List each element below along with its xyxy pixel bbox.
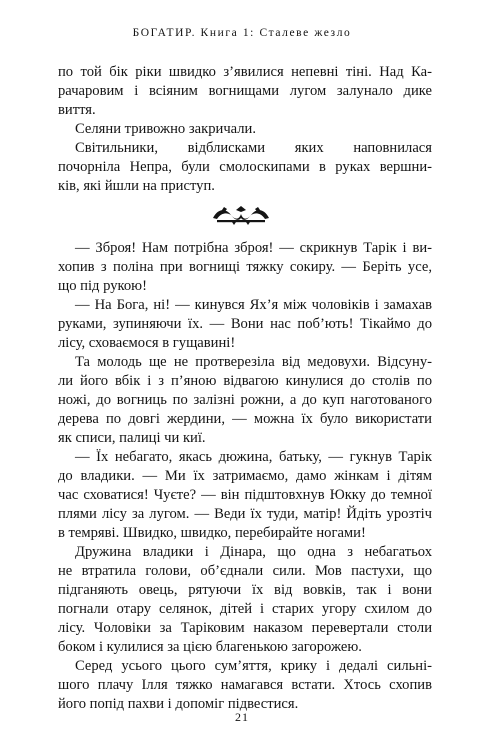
text-line: Дружина владики і Дінара, що одна з небагатьох xyxy=(75,544,432,560)
text-line: почорніла Непра, були смолоскипами в руках вершни- xyxy=(58,159,432,175)
text-line: — На Бога, ні! — кинувся Ях’я між чоловіків і замахав xyxy=(75,297,432,313)
text-line: — Їх небагато, якась дюжина, батьку, — гукнув Тарік xyxy=(75,449,432,465)
text-line: рачаровим і всіяним вогнищами лугом залунало дике xyxy=(58,83,432,99)
text-line: його попід пахви і допоміг підвестися. xyxy=(58,696,299,712)
text-line: час сховатися! Чуєте? — він підштовхнув Юкку до темної xyxy=(58,487,432,503)
text-line: дерева по довгі жердини, — можна їх було використати xyxy=(58,411,432,427)
text-line: ножі, до вогниць по залізні рожни, а до куп наготованого xyxy=(58,392,432,408)
text-line: Серед усього цього сум’яття, крику і дедалі сильні- xyxy=(75,658,432,674)
text-line: шого плачу Ілля тяжко намагався встати. Хтось схопив xyxy=(58,677,432,693)
text-line: руками, зупиняючи їх. — Вони нас поб’ють! Тікаймо до xyxy=(58,316,432,332)
text-line: плями лісу за лугом. — Веди їх туди, матір! Йдіть урозтіч xyxy=(58,506,432,522)
text-line: підганяють овець, рятуючи їх від вовків, так і вони xyxy=(58,582,432,598)
text-line: погнали отару селянок, дітей і старих угору схилом до xyxy=(58,601,432,617)
text-line: не втратила голови, об’єднали сили. Мов пастухи, що xyxy=(58,563,432,579)
text-line: виття. xyxy=(58,102,96,118)
text-block-bottom xyxy=(58,239,432,714)
running-header: БОГАТИР. Книга 1: Сталеве жезло xyxy=(132,27,352,39)
text-line: ків, які йшли на приступ. xyxy=(58,178,215,194)
text-line: — Зброя! Нам потрібна зброя! — скрикнув Тарік і ви- xyxy=(75,240,432,256)
text-line: лісу. Чоловіки за Таріковим наказом перевертали столи xyxy=(58,620,432,636)
text-line: що під рукою! xyxy=(58,278,147,294)
text-line: Світильники, відблисками яких наповнилася xyxy=(75,140,432,156)
text-block-top xyxy=(58,63,432,196)
text-line: хопив з поліна при вогнищі тяжку сокиру. — Беріть усе, xyxy=(58,259,432,275)
text-line: в темряві. Швидко, швидко, перебирайте ногами! xyxy=(58,525,366,541)
text-line: лісу, сховаємося в гущавині! xyxy=(58,335,236,351)
text-line: боком і кулилися за цією благенькою загорожею. xyxy=(58,639,362,655)
text-line: по той бік ріки швидко з’явилися непевні тіні. Над Ка- xyxy=(58,64,432,80)
vine-ornament-icon xyxy=(212,204,270,226)
text-line: Та молодь ще не протверезіла від медовухи. Відсуну- xyxy=(75,354,432,370)
text-line: ли його вбік і з п’яною відвагою кинулися до столів по xyxy=(58,373,432,389)
text-line: Селяни тривожно закричали. xyxy=(75,121,257,137)
text-line: до владики. — Ми їх затримаємо, дамо жінкам і дітям xyxy=(58,468,432,484)
page-number: 21 xyxy=(235,710,249,724)
text-line: як списи, палиці чи киї. xyxy=(58,430,206,446)
